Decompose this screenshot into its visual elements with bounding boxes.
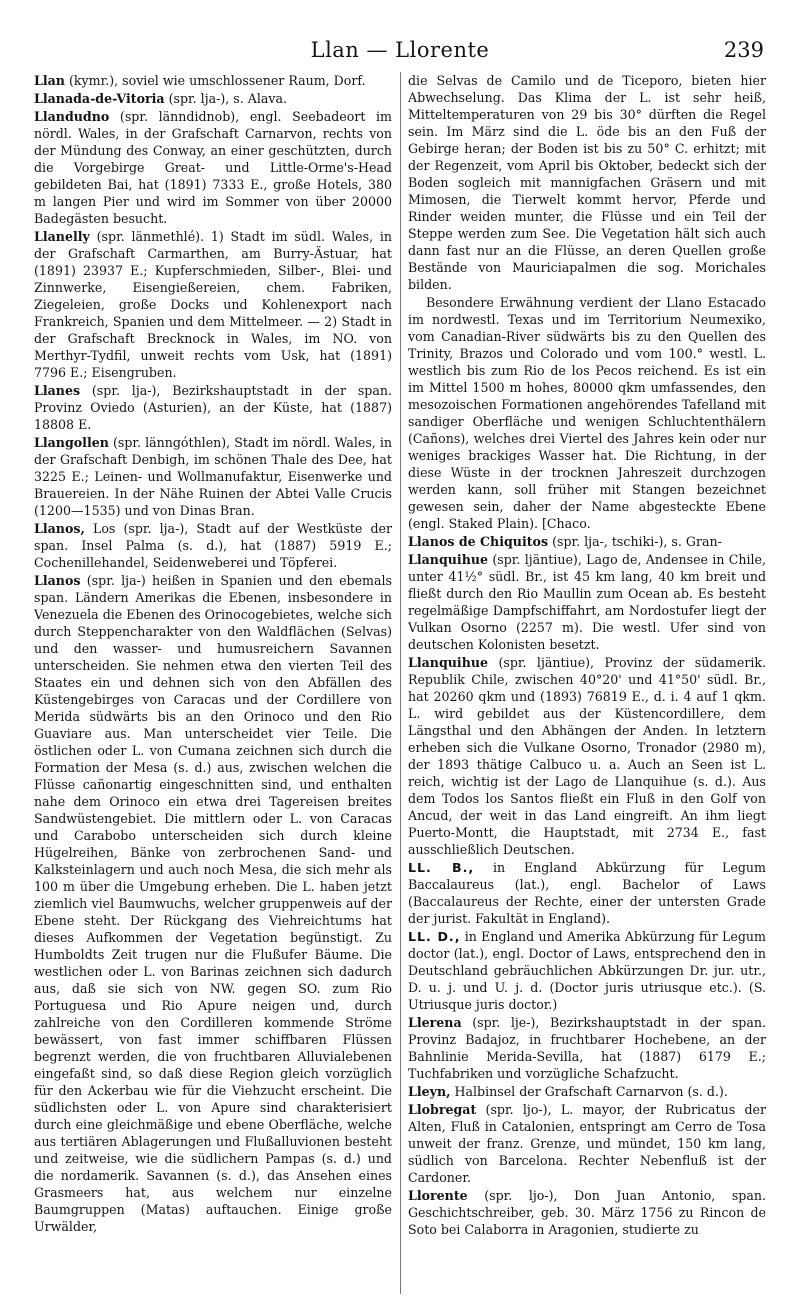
dictionary-entry — [408, 533, 766, 550]
entry-headword: LL. B., — [408, 860, 475, 875]
dictionary-entry — [34, 572, 392, 1235]
entry-text: die Selvas de Camilo und de Ticeporo, bieten hier Abwechselung. Das Klima der L. ist sehr heiß, Mitteltemperaturen von 29 bis 30° dürften die Regel sein. Im März sind die L. öde bis an den Fuß der Gebirge heran; der Boden ist bis zu 50° C. erhitzt; mit der Regenzeit, vom April bis Oktober, bedeckt sich der Boden sogleich mit mannigfachen Gräsern und mit Mimosen, die Tierwelt kommt hervor, Pferde und Rinder weiden munter, die Flüsse und ein Teil der Steppe werden zum See. Die Vegetation hält sich auch dann fast nur an die Flüsse, an deren Quellen große Bestände von Mauriciapalmen die sog. Morichales bilden. — [408, 73, 766, 292]
dictionary-entry — [34, 228, 392, 381]
dictionary-entry — [34, 108, 392, 227]
entry-headword: Lleyn, — [408, 1084, 451, 1099]
entry-headword: Llorente — [408, 1188, 468, 1203]
entry-text: (spr. lja-) heißen in Spanien und den ebemals span. Ländern Amerikas die Ebenen, insbesondere in Venezuela die Ebenen des Orinocogebietes, welche sich durch Steppencharakter von den Waldflächen (Selvas) und den wasser- und humusreichern Savannen unterscheiden. Sie nehmen etwa den vierten Teil des Staates ein und dehnen sich von den Abfällen des Küstengebirges von Caracas und der Cordillere von Merida südwärts bis an den Orinoco und den Rio Guaviare aus. Man unterscheidet vier Teile. Die östlichen oder L. von Cumana zeichnen sich durch die Formation der Mesa (s. d.) aus, zwischen welchen die Flüsse cañonartig eingeschnitten sind, und enthalten nahe dem Orinoco ein etwa drei Tagereisen breites Sandwüstengebiet. Die mittlern oder L. von Caracas und Carabobo unterscheiden sich durch kleine Hügelreihen, Bänke von zerbrochenen Sand- und Kalksteinlagern und auch noch Mesa, die sich mehr als 100 m über die Umgebung erheben. Die L. haben jetzt ziemlich viel Baumwuchs, welcher gruppenweis auf der Ebene steht. Der Rückgang des Viehreichtums hat dieses Aufkommen der Vegetation begünstigt. Zu Humboldts Zeit trugen nur die Flußufer Bäume. Die westlichen oder L. von Barinas zeichnen sich dadurch aus, daß sie sich von NW. gegen SO. zum Rio Portuguesa und Rio Apure neigen und, durch zahlreiche von den Cordilleren kommende Ströme bewässert, von fast immer schiffbaren Flüssen begrenzt werden, die von fruchtbaren Alluvialebenen eingefaßt sind, so daß diese Region gleich vorzüglich für den Ackerbau wie für die Viehzucht erscheint. Die südlichsten oder L. von Apure sind charakterisiert durch eine gleichmäßige und ebene Oberfläche, welche aus tertiären Ablagerungen und Flußalluvionen besteht und zeitweise, wie die südlichern Pampas (s. d.) und die nordamerik. Savannen (s. d.), das Ansehen eines Grasmeers hat, aus welchem nur einzelne Baumgruppen (Matas) auftauchen. Einige große Urwälder, — [34, 573, 392, 1234]
page-number: 239 — [723, 38, 764, 62]
entry-text: (spr. ljäntiue), Lago de, Andensee in Chile, unter 41½° südl. Br., ist 45 km lang, 40 km breit und fließt durch den Rio Maullin zum Ocean ab. Es besteht regelmäßige Dampfschiffahrt, am Nordostufer liegt der Vulkan Osorno (2257 m). Die westl. Ufer sind von deutschen Kolonisten besetzt. — [408, 552, 766, 652]
entry-text: (spr. lja-), s. Alava. — [168, 91, 288, 106]
entry-headword: Llanada-de-Vitoria — [34, 91, 165, 106]
running-title: Llan — Llorente — [310, 38, 490, 62]
dictionary-entry — [34, 520, 392, 571]
dictionary-entry — [34, 90, 392, 107]
dictionary-entry — [408, 294, 766, 532]
dictionary-entry — [408, 1083, 766, 1100]
entry-headword: Llanos de Chiquitos — [408, 534, 549, 549]
entry-headword: Llanquihue — [408, 552, 489, 567]
entry-text: (spr. länmethlé). 1) Stadt im südl. Wales, in der Grafschaft Carmarthen, am Burry-Ästuar, hat (1891) 23937 E.; Kupferschmieden, Silber-, Blei- und Zinnwerke, Eisengießereien, chem. Fabriken, Ziegeleien, große Docks und Kohlenexport nach Frankreich, Spanien und dem Mittelmeer. — 2) Stadt in der Grafschaft Brecknock in Wales, im NO. von Merthyr-Tydfil, unweit rechts vom Usk, hat (1891) 7796 E.; Eisengruben. — [34, 229, 392, 380]
entry-text: (kymr.), soviel wie umschlossener Raum, Dorf. — [68, 73, 366, 88]
dictionary-entry — [408, 72, 766, 293]
entry-text: (spr. länngóthlen), Stadt im nördl. Wales, in der Grafschaft Denbigh, im schönen Thale des Dee, hat 3225 E.; Leinen- und Wollmanufaktur, Eisenwerke und Brauereien. In der Nähe Ruinen der Abtei Valle Crucis (1200—1535) und von Dinas Bran. — [34, 435, 392, 518]
entry-headword: Llangollen — [34, 435, 109, 450]
dictionary-entry — [408, 1014, 766, 1082]
dictionary-entry — [34, 434, 392, 519]
entry-text: (spr. lje-), Bezirkshauptstadt in der span. Provinz Badajoz, in fruchtbarer Hochebene, an der Bahnlinie Merida-Sevilla, hat (1887) 6179 E.; Tuchfabriken und vorzügliche Schafzucht. — [408, 1015, 766, 1081]
text-columns — [34, 72, 766, 1294]
dictionary-entry — [408, 859, 766, 927]
entry-headword: Llan — [34, 73, 65, 88]
right-column — [408, 72, 766, 1294]
entry-text: (spr. lja-, tschiki-), s. Gran- — [552, 534, 722, 549]
entry-text: (spr. lja-), Bezirkshauptstadt in der span. Provinz Oviedo (Asturien), an der Küste, hat (1887) 18808 E. — [34, 383, 392, 432]
entry-headword: Llandudno — [34, 109, 110, 124]
entry-headword: Llanelly — [34, 229, 90, 244]
entry-text: Los (spr. lja-), Stadt auf der Westküste der span. Insel Palma (s. d.), hat (1887) 5919 E.; Cochenillehandel, Seidenweberei und Töpferei. — [34, 521, 392, 570]
entry-text: (spr. ljäntiue), Provinz der südamerik. Republik Chile, zwischen 40°20' und 41°50' südl. Br., hat 20260 qkm und (1893) 76819 E., d. i. 4 auf 1 qkm. L. wird gebildet aus der Küstencordillere, dem Längsthal und den Abhängen der Anden. In letztern erheben sich die Vulkane Osorno, Tronador (2980 m), der 1893 thätige Calbuco u. a. Auch an Seen ist L. reich, wichtig ist der Lago de Llanquihue (s. d.). Aus dem Todos los Santos fließt ein Fluß in den Golf von Ancud, der weit in das Land eingreift. An ihm liegt Puerto-Montt, die Hauptstadt, mit 2734 E., fast ausschließlich Deutschen. — [408, 655, 766, 857]
dictionary-entry — [34, 72, 392, 89]
dictionary-entry — [408, 551, 766, 653]
dictionary-entry — [408, 654, 766, 858]
left-column — [34, 72, 392, 1294]
entry-text: (spr. ljo-), Don Juan Antonio, span. Geschichtschreiber, geb. 30. März 1756 zu Rincon de Soto bei Calaborra in Aragonien, studierte zu — [408, 1188, 766, 1237]
entry-text: Besondere Erwähnung verdient der Llano Estacado im nordwestl. Texas und im Territorium Neumexiko, vom Canadian-River südwärts bis zu den Quellen des Trinity, Brazos und Colorado und vom 100.° westl. L. westlich bis zum Rio de los Pecos reichend. Es ist ein im Mittel 1500 m hohes, 80000 qkm umfassendes, den mesozoischen Formationen angehörendes Tafelland mit sandiger Oberfläche und wenigen Schluchtenthälern (Cañons), welches drei Viertel des Jahres kein oder nur weniges brackiges Wasser hat. Die Richtung, in der diese Wüste in der trocknen Jahreszeit durchzogen werden kann, soll früher mit Stangen bezeichnet gewesen sein, daher der Name abgesteckte Ebene (engl. Staked Plain). [Chaco. — [408, 295, 766, 531]
entry-headword: LL. D., — [408, 929, 461, 944]
entry-headword: Llanos, — [34, 521, 85, 536]
entry-text: Halbinsel der Grafschaft Carnarvon (s. d.). — [454, 1084, 728, 1099]
dictionary-entry — [408, 928, 766, 1013]
entry-headword: Llerena — [408, 1015, 462, 1030]
page-header — [30, 30, 770, 64]
entry-headword: Llanes — [34, 383, 81, 398]
entry-text: (spr. länndidnob), engl. Seebadeort im nördl. Wales, in der Grafschaft Carnarvon, rechts von der Mündung des Conway, an einer geschützten, durch die Vorgebirge Great- und Little-Orme's-Head gebildeten Bai, hat (1891) 7333 E., große Hotels, 380 m langen Pier und wird im Sommer von über 20000 Badegästen besucht. — [34, 109, 392, 226]
dictionary-entry — [408, 1187, 766, 1238]
entry-text: in England und Amerika Abkürzung für Legum doctor (lat.), engl. Doctor of Laws, entsprechend den in Deutschland gebräuchlichen Abkürzungen Dr. jur. utr., D. u. j. und U. j. d. (Doctor juris utriusque etc.). (S. Utriusque juris doctor.) — [408, 929, 766, 1012]
entry-text: (spr. ljo-), L. mayor, der Rubricatus der Alten, Fluß in Catalonien, entspringt am Cerro de Tosa unweit der franz. Grenze, und mündet, 150 km lang, südlich von Barcelona. Rechter Nebenfluß ist der Cardoner. — [408, 1102, 766, 1185]
entry-text: in England Abkürzung für Legum Baccalaureus (lat.), engl. Bachelor of Laws (Baccalaureus der Rechte, einer der untersten Grade der jurist. Fakultät in England). — [408, 860, 766, 926]
dictionary-entry — [34, 382, 392, 433]
dictionary-entry — [408, 1101, 766, 1186]
column-divider — [400, 72, 401, 1294]
entry-headword: Llobregat — [408, 1102, 477, 1117]
entry-headword: Llanquihue — [408, 655, 489, 670]
entry-headword: Llanos — [34, 573, 81, 588]
